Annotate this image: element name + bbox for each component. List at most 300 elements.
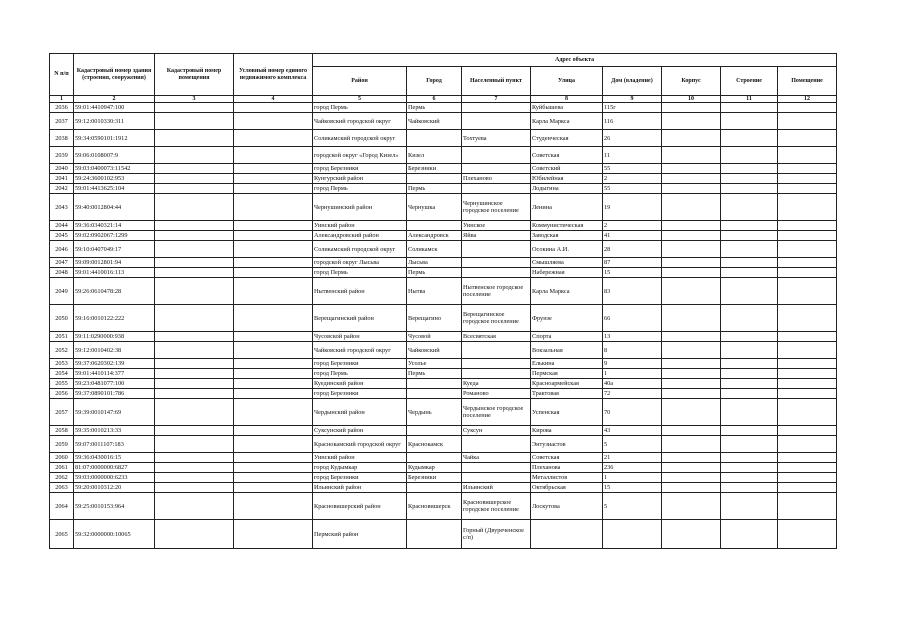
cell-korpus [662,305,721,332]
cell-house: 2 [603,221,662,231]
cell-building [721,342,778,359]
cell-conditional-number [234,184,313,194]
cell-cadastral-room [155,473,234,483]
cell-cadastral-room [155,369,234,379]
cell-building [721,453,778,463]
cell-city: Пермь [407,369,462,379]
cell-number: 2056 [50,389,74,399]
cell-korpus [662,241,721,258]
cell-korpus [662,231,721,241]
cell-korpus [662,369,721,379]
cell-district: город Березники [313,473,407,483]
cell-locality: Верещагинское городское поселение [462,305,531,332]
cell-building [721,369,778,379]
cell-city: Пермь [407,184,462,194]
cell-street: Смышляева [531,258,603,268]
cell-cadastral-room [155,342,234,359]
cell-premise [778,241,837,258]
table-row [50,483,837,493]
cell-building [721,221,778,231]
cell-premise [778,164,837,174]
column-number: 11 [721,96,778,103]
column-number-row [50,96,837,103]
cell-district: Соликамский городской округ [313,130,407,147]
cell-street: Вокзальная [531,342,603,359]
cell-cadastral-room [155,147,234,164]
cell-number: 2055 [50,379,74,389]
cell-cadastral-building: 59:35:0010213:33 [74,426,155,436]
cell-city: Чайковский [407,113,462,130]
cell-building [721,174,778,184]
cell-district: город Кудымкар [313,463,407,473]
cell-cadastral-room [155,399,234,426]
cell-street: Пермская [531,369,603,379]
cell-street: Набережная [531,268,603,278]
table-row [50,174,837,184]
cell-premise [778,342,837,359]
cell-district: Чусовской район [313,332,407,342]
cell-street: Металлистов [531,473,603,483]
column-number: 12 [778,96,837,103]
cell-district: город Пермь [313,268,407,278]
cell-building [721,278,778,305]
cell-korpus [662,463,721,473]
cell-district: Чердынский район [313,399,407,426]
cell-number: 2058 [50,426,74,436]
cell-cadastral-room [155,483,234,493]
cell-number: 2042 [50,184,74,194]
cell-cadastral-building: 59:02:0902067:1299 [74,231,155,241]
cell-house: 1 [603,473,662,483]
table-row [50,221,837,231]
cell-korpus [662,278,721,305]
table-row [50,258,837,268]
cell-street: Коммунистическая [531,221,603,231]
cell-city: Пермь [407,268,462,278]
cell-cadastral-building: 59:06:0108007:9 [74,147,155,164]
cell-cadastral-room [155,493,234,520]
cell-korpus [662,113,721,130]
cell-premise [778,231,837,241]
cell-locality [462,113,531,130]
cell-cadastral-room [155,359,234,369]
cell-conditional-number [234,241,313,258]
header-street: Улица [531,67,603,96]
cell-conditional-number [234,379,313,389]
cell-locality [462,473,531,483]
cell-conditional-number [234,147,313,164]
cell-street: Трактовая [531,389,603,399]
header-num: N п/п [50,54,74,96]
document-page [49,53,836,549]
cell-city: Березники [407,164,462,174]
cell-number: 2038 [50,130,74,147]
cell-building [721,426,778,436]
cell-house: 5 [603,436,662,453]
cell-cadastral-building: 59:09:0012801:94 [74,258,155,268]
cell-cadastral-room [155,332,234,342]
table-row [50,231,837,241]
cell-building [721,359,778,369]
cell-building [721,147,778,164]
header-cadastral-room: Кадастровый номер помещения [155,54,234,96]
cell-number: 2047 [50,258,74,268]
cell-street: Октябрьская [531,483,603,493]
cell-korpus [662,332,721,342]
cell-cadastral-building: 59:20:0010312:20 [74,483,155,493]
cell-korpus [662,359,721,369]
cell-conditional-number [234,164,313,174]
cell-house: 15 [603,268,662,278]
cell-cadastral-building: 59:39:0010147:69 [74,399,155,426]
cell-conditional-number [234,174,313,184]
cell-cadastral-room [155,278,234,305]
cell-building [721,103,778,113]
cell-korpus [662,389,721,399]
cell-conditional-number [234,231,313,241]
cell-cadastral-building: 59:07:0011107:183 [74,436,155,453]
registry-table [49,53,837,549]
cell-locality: Горный (Двуреченское с/п) [462,520,531,549]
cell-locality: Тохтуева [462,130,531,147]
cell-locality: Чердынское городское поселение [462,399,531,426]
cell-conditional-number [234,389,313,399]
header-building: Строение [721,67,778,96]
cell-street: Осокина А.И. [531,241,603,258]
table-row [50,164,837,174]
cell-number: 2037 [50,113,74,130]
cell-conditional-number [234,278,313,305]
cell-premise [778,426,837,436]
cell-building [721,379,778,389]
cell-number: 2050 [50,305,74,332]
cell-korpus [662,164,721,174]
cell-cadastral-room [155,520,234,549]
cell-house: 83 [603,278,662,305]
cell-district: Кунгурский район [313,174,407,184]
cell-street: Карла Маркса [531,278,603,305]
cell-locality: Суксун [462,426,531,436]
column-number: 9 [603,96,662,103]
cell-house: 15 [603,483,662,493]
column-number: 6 [407,96,462,103]
cell-district: Уинский район [313,453,407,463]
cell-korpus [662,130,721,147]
cell-district: Александровский район [313,231,407,241]
cell-house: 28 [603,241,662,258]
cell-cadastral-room [155,130,234,147]
cell-conditional-number [234,332,313,342]
cell-premise [778,369,837,379]
cell-city: Чайковский [407,342,462,359]
cell-number: 2041 [50,174,74,184]
cell-city: Красновишерск [407,493,462,520]
cell-city [407,389,462,399]
cell-locality: Ильинский [462,483,531,493]
cell-korpus [662,194,721,221]
cell-conditional-number [234,426,313,436]
cell-number: 2045 [50,231,74,241]
header-locality: Населенный пункт [462,67,531,96]
cell-house: 43 [603,426,662,436]
cell-building [721,305,778,332]
cell-premise [778,103,837,113]
cell-street: Спорта [531,332,603,342]
cell-city: Березники [407,473,462,483]
cell-house: 19 [603,194,662,221]
cell-cadastral-building: 59:11:0290000:938 [74,332,155,342]
table-row [50,473,837,483]
cell-locality [462,184,531,194]
table-row [50,342,837,359]
cell-street: Заводская [531,231,603,241]
table-row [50,426,837,436]
cell-cadastral-building: 59:25:0010153:964 [74,493,155,520]
cell-locality: Куеда [462,379,531,389]
table-row [50,268,837,278]
cell-street: Елькина [531,359,603,369]
cell-conditional-number [234,258,313,268]
cell-korpus [662,399,721,426]
cell-locality: Всесвятская [462,332,531,342]
cell-house: 72 [603,389,662,399]
table-row [50,379,837,389]
cell-house: 41 [603,231,662,241]
cell-conditional-number [234,221,313,231]
cell-street: Успенская [531,399,603,426]
cell-cadastral-building: 59:40:0012804:44 [74,194,155,221]
table-row [50,369,837,379]
table-row [50,305,837,332]
cell-city [407,520,462,549]
cell-korpus [662,493,721,520]
cell-house: 8 [603,342,662,359]
cell-premise [778,473,837,483]
cell-conditional-number [234,483,313,493]
cell-locality: Яйва [462,231,531,241]
table-row [50,194,837,221]
cell-locality [462,342,531,359]
cell-conditional-number [234,493,313,520]
cell-number: 2052 [50,342,74,359]
cell-district: город Березники [313,389,407,399]
table-row [50,359,837,369]
cell-cadastral-building: 59:03:0400073:11542 [74,164,155,174]
cell-house: 236 [603,463,662,473]
cell-house: 13 [603,332,662,342]
cell-locality: Чернушинское городское поселение [462,194,531,221]
cell-building [721,332,778,342]
cell-cadastral-room [155,436,234,453]
cell-street: Карла Маркса [531,113,603,130]
cell-cadastral-room [155,268,234,278]
cell-district: Ильинский район [313,483,407,493]
cell-cadastral-room [155,463,234,473]
column-number: 7 [462,96,531,103]
cell-cadastral-room [155,184,234,194]
cell-conditional-number [234,463,313,473]
cell-cadastral-room [155,453,234,463]
cell-number: 2039 [50,147,74,164]
cell-number: 2059 [50,436,74,453]
cell-korpus [662,103,721,113]
cell-premise [778,174,837,184]
cell-conditional-number [234,305,313,332]
cell-house: 87 [603,258,662,268]
cell-cadastral-building: 59:01:4413625:104 [74,184,155,194]
header-city: Город [407,67,462,96]
cell-city: Кизел [407,147,462,164]
cell-city: Лысьва [407,258,462,268]
cell-korpus [662,174,721,184]
column-number: 2 [74,96,155,103]
cell-district: Красновишерский район [313,493,407,520]
table-row [50,103,837,113]
table-row [50,332,837,342]
cell-building [721,268,778,278]
cell-korpus [662,453,721,463]
cell-premise [778,493,837,520]
cell-cadastral-building: 59:34:0590101:1912 [74,130,155,147]
table-row [50,147,837,164]
cell-locality [462,463,531,473]
cell-cadastral-building: 59:16:0010122:222 [74,305,155,332]
cell-number: 2053 [50,359,74,369]
cell-premise [778,399,837,426]
cell-house: 66 [603,305,662,332]
cell-premise [778,463,837,473]
cell-premise [778,113,837,130]
cell-locality: Нытвенское городское поселение [462,278,531,305]
cell-building [721,399,778,426]
header-cadastral-building: Кадастровый номер здания (строения, сооружения) [74,54,155,96]
column-number: 3 [155,96,234,103]
cell-premise [778,436,837,453]
table-row [50,453,837,463]
table-row [50,130,837,147]
cell-cadastral-room [155,231,234,241]
cell-district: город Пермь [313,184,407,194]
header-district: Район [313,67,407,96]
cell-cadastral-building: 81:07:0000000:6827 [74,463,155,473]
cell-conditional-number [234,194,313,221]
column-number: 5 [313,96,407,103]
table-row [50,184,837,194]
cell-city [407,221,462,231]
cell-building [721,389,778,399]
cell-district: Чайковский городской округ [313,113,407,130]
cell-premise [778,221,837,231]
header-conditional-number: Условный номер единого недвижимого комплекса [234,54,313,96]
cell-cadastral-building: 59:01:4410016:113 [74,268,155,278]
cell-cadastral-building: 59:01:4410947:100 [74,103,155,113]
cell-city: Чердынь [407,399,462,426]
cell-district: Чернушинский район [313,194,407,221]
cell-cadastral-room [155,389,234,399]
cell-district: Чайковский городской округ [313,342,407,359]
table-row [50,389,837,399]
cell-house: 55 [603,184,662,194]
cell-city: Верещагино [407,305,462,332]
cell-house: 21 [603,453,662,463]
cell-building [721,520,778,549]
cell-street: Лодыгина [531,184,603,194]
cell-street: Советская [531,147,603,164]
cell-number: 2043 [50,194,74,221]
cell-cadastral-room [155,241,234,258]
cell-cadastral-room [155,164,234,174]
cell-premise [778,147,837,164]
cell-cadastral-building: 59:12:0010402:38 [74,342,155,359]
table-row [50,436,837,453]
cell-number: 2036 [50,103,74,113]
cell-korpus [662,221,721,231]
cell-number: 2065 [50,520,74,549]
cell-premise [778,332,837,342]
cell-premise [778,194,837,221]
cell-district: Краснокамский городской округ [313,436,407,453]
cell-street: Советский [531,164,603,174]
cell-cadastral-room [155,258,234,268]
cell-street: Советская [531,453,603,463]
cell-street: Энтузиастов [531,436,603,453]
cell-number: 2040 [50,164,74,174]
cell-cadastral-building: 59:12:0010330:311 [74,113,155,130]
cell-building [721,194,778,221]
cell-conditional-number [234,113,313,130]
cell-city [407,453,462,463]
cell-building [721,436,778,453]
cell-building [721,473,778,483]
cell-cadastral-building: 59:23:0481077:100 [74,379,155,389]
cell-city: Пермь [407,103,462,113]
cell-locality [462,359,531,369]
cell-locality: Романово [462,389,531,399]
cell-district: город Пермь [313,369,407,379]
column-number: 4 [234,96,313,103]
cell-number: 2054 [50,369,74,379]
column-number: 10 [662,96,721,103]
cell-korpus [662,436,721,453]
cell-district: Нытвенский район [313,278,407,305]
table-row [50,399,837,426]
cell-korpus [662,184,721,194]
cell-house: 70 [603,399,662,426]
cell-cadastral-room [155,305,234,332]
cell-city [407,174,462,184]
cell-street: Фрунзе [531,305,603,332]
cell-cadastral-room [155,426,234,436]
cell-number: 2046 [50,241,74,258]
cell-premise [778,184,837,194]
cell-house: 11 [603,147,662,164]
column-number: 1 [50,96,74,103]
cell-cadastral-room [155,194,234,221]
cell-district: городской округ «Город Кизел» [313,147,407,164]
cell-building [721,164,778,174]
column-number: 8 [531,96,603,103]
cell-house: 2 [603,174,662,184]
cell-building [721,463,778,473]
cell-premise [778,453,837,463]
table-row [50,241,837,258]
cell-house: 116 [603,113,662,130]
cell-premise [778,520,837,549]
cell-district: Верещагинский район [313,305,407,332]
cell-city: Соликамск [407,241,462,258]
table-row [50,113,837,130]
cell-locality [462,436,531,453]
